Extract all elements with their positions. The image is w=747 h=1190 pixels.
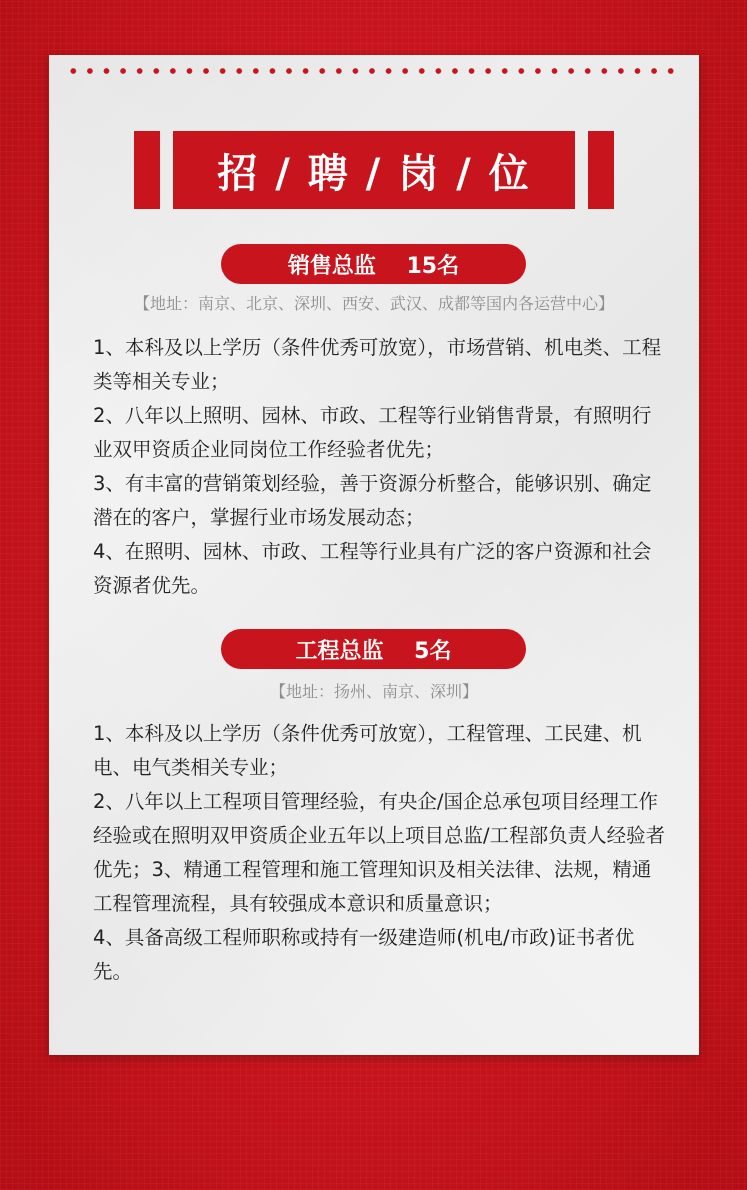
requirement-item: 3、有丰富的营销策划经验，善于资源分析整合，能够识别、确定潜在的客户，掌握行业市场发展动态； xyxy=(93,472,652,529)
position-address: 【地址：南京、北京、深圳、西安、武汉、成都等国内各运营中心】 xyxy=(133,294,614,313)
requirement-item: 2、八年以上工程项目管理经验，有央企/国企总承包项目经理工作经验或在照明双甲资质企业五年以上项目总监/工程部负责人经验者优先；3、精通工程管理和施工管理知识及相关法律、法规，精通工程管理流程，具有较强成本意识和质量意识； xyxy=(93,790,666,915)
requirement-item: 1、本科及以上学历（条件优秀可放宽），工程管理、工民建、机电、电气类相关专业； xyxy=(93,722,642,779)
requirement-item: 4、具备高级工程师职称或持有一级建造师(机电/市政)证书者优先。 xyxy=(93,926,635,983)
recruitment-card xyxy=(49,55,699,1055)
position-address: 【地址：扬州、南京、深圳】 xyxy=(269,682,478,701)
requirements-list xyxy=(93,717,669,989)
requirement-item: 1、本科及以上学历（条件优秀可放宽），市场营销、机电类、工程类等相关专业； xyxy=(93,336,662,393)
title-side-bar-left xyxy=(134,131,160,209)
position-badge-sales-director: 销售总监 15名 xyxy=(221,244,526,284)
title-banner xyxy=(134,131,614,209)
title-side-bar-right xyxy=(588,131,614,209)
page-title: 招 / 聘 / 岗 / 位 xyxy=(173,131,575,209)
requirement-item: 2、八年以上照明、园林、市政、工程等行业销售背景，有照明行业双甲资质企业同岗位工作经验者优先； xyxy=(93,404,652,461)
dotted-border xyxy=(65,68,683,74)
requirements-list xyxy=(93,331,669,603)
requirement-item: 4、在照明、园林、市政、工程等行业具有广泛的客户资源和社会资源者优先。 xyxy=(93,540,652,597)
position-badge-engineering-director: 工程总监 5名 xyxy=(221,629,526,669)
